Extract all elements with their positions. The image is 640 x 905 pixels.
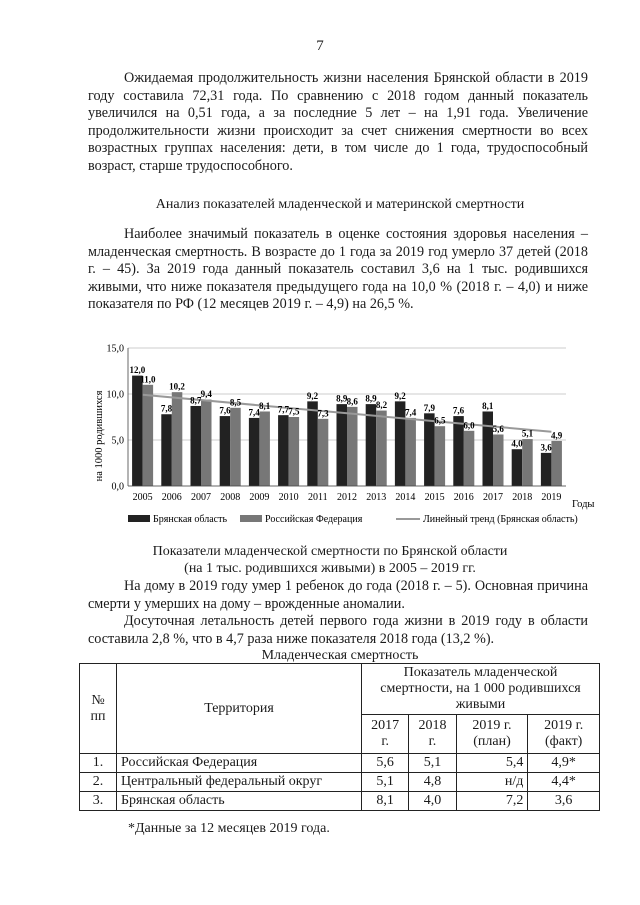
bar-bryansk: [453, 416, 464, 486]
x-tick-label: 2011: [307, 492, 328, 503]
bar-russia: [551, 441, 562, 486]
bar-bryansk: [307, 401, 318, 486]
row-value: 4,0: [409, 792, 456, 811]
x-tick-label: 2016: [453, 492, 474, 503]
x-tick-label: 2018: [512, 492, 533, 503]
row-value: 5,1: [409, 754, 456, 773]
data-label: 6,5: [434, 415, 446, 426]
x-tick-label: 2014: [395, 492, 416, 503]
data-label: 5,6: [492, 423, 504, 434]
bar-bryansk: [190, 406, 201, 486]
row-num: 1.: [80, 754, 117, 773]
bar-russia: [376, 411, 387, 486]
x-tick-label: 2007: [191, 492, 211, 503]
data-label: 8,1: [482, 400, 494, 411]
bar-russia: [493, 434, 504, 486]
y-tick-label: 5,0: [111, 435, 124, 447]
bar-bryansk: [132, 376, 143, 486]
bar-russia: [318, 419, 329, 486]
row-value: н/д: [456, 773, 528, 792]
legend-label-bryansk: Брянская область: [153, 514, 228, 525]
bar-bryansk: [395, 401, 406, 486]
table-title: Младенческая смертность: [261, 648, 419, 663]
data-label: 8,2: [375, 400, 388, 411]
data-label: 8,6: [346, 396, 358, 407]
row-value: 5,1: [362, 773, 409, 792]
bar-russia: [143, 385, 154, 486]
header-year-2019-plan: 2019 г. (план): [456, 715, 528, 754]
chart-y-axis-label: на 1000 родившихся: [94, 390, 105, 482]
data-label: 3,6: [540, 442, 552, 453]
chart-caption-line1: Показатели младенческой смертности по Брянской области: [152, 544, 508, 559]
data-label: 7,7: [277, 404, 289, 415]
chart-y-axis: [107, 344, 129, 493]
data-label: 8,1: [259, 400, 271, 411]
bar-russia: [435, 426, 446, 486]
x-tick-label: 2006: [161, 492, 182, 503]
paragraph-life-expectancy: Ожидаемая продолжительность жизни населения Брянской области в 2019 году составила 72,31 года. По сравнению с 2018 годом данный показатель увеличился на 0,51 года, а за последние 5 лет – на 1,91 года. Увеличение продолжительности жизни происходит за счет снижения смертности во всех возрастных группах населения: дети, в том числе до 1 года, трудоспособный возраст, старше трудоспособного.: [88, 70, 588, 174]
header-year-2019-fact: 2019 г. (факт): [528, 715, 600, 754]
row-territory: Центральный федеральный округ: [117, 773, 362, 792]
infant-mortality-chart: [88, 340, 598, 530]
row-territory: Российская Федерация: [117, 754, 362, 773]
table-row: [80, 773, 600, 792]
chart-legend: [128, 514, 578, 525]
bar-bryansk: [424, 413, 435, 486]
data-label: 5,1: [521, 428, 534, 439]
header-territory: Территория: [117, 664, 362, 754]
legend-swatch-bryansk: [128, 515, 150, 522]
header-year-2018: 2018 г.: [409, 715, 456, 754]
table-row: [80, 792, 600, 811]
table-row: [80, 754, 600, 773]
x-tick-label: 2010: [278, 492, 299, 503]
data-label: 4,9: [551, 430, 563, 441]
row-num: 3.: [80, 792, 117, 811]
bar-bryansk: [336, 404, 347, 486]
legend-swatch-russia: [240, 515, 262, 522]
data-label: 8,7: [190, 395, 202, 406]
row-value: 5,6: [362, 754, 409, 773]
bar-russia: [405, 418, 416, 486]
data-label: 9,2: [306, 390, 319, 401]
bar-russia: [464, 431, 475, 486]
table-footnote: *Данные за 12 месяцев 2019 года.: [128, 821, 330, 836]
page-number: 7: [316, 38, 324, 54]
y-tick-label: 0,0: [111, 481, 124, 493]
paragraph-infant-mortality: Наиболее значимый показатель в оценке состояния здоровья населения – младенческая смертность. В возрасте до 1 года за 2019 год умерло 37 детей (2018 г. – 45). За 2019 года данный показатель составил 3,6 на 1 тыс. родившихся живыми, что ниже показателя предыдущего года на 10,0 % (2018 г. – 4,0) и ниже показателя по РФ (12 месяцев 2019 г. – 4,9) на 26,5 %.: [88, 226, 588, 313]
paragraph-home-deaths: На дому в 2019 году умер 1 ребенок до года (2018 г. – 5). Основная причина смерти у умерших на дому – врожденные аномалии.: [88, 578, 588, 612]
data-label: 7,9: [423, 402, 435, 413]
legend-label-trend: Линейный тренд (Брянская область): [423, 514, 578, 525]
x-tick-label: 2013: [366, 492, 387, 503]
row-value: 4,8: [409, 773, 456, 792]
bar-russia: [201, 400, 212, 486]
bar-russia: [289, 417, 300, 486]
data-label: 7,8: [160, 403, 173, 414]
data-label: 9,4: [200, 389, 212, 400]
header-indicator: Показатель младенческой смертности, на 1 000 родившихся живыми: [362, 664, 600, 715]
row-num: 2.: [80, 773, 117, 792]
data-label: 7,4: [248, 407, 260, 418]
bar-bryansk: [161, 414, 172, 486]
x-tick-label: 2012: [337, 492, 357, 503]
data-label: 7,3: [317, 408, 329, 419]
legend-label-russia: Российская Федерация: [265, 514, 363, 525]
data-label: 11,0: [140, 374, 156, 385]
header-year-2017: 2017 г.: [362, 715, 409, 754]
bar-russia: [230, 408, 241, 486]
header-num: № пп: [80, 664, 117, 754]
x-tick-label: 2017: [483, 492, 503, 503]
bar-russia: [522, 439, 533, 486]
table-header-row: [80, 664, 600, 715]
bar-russia: [172, 392, 183, 486]
bar-russia: [259, 411, 270, 486]
chart-x-axis-label: Годы: [572, 499, 595, 510]
bar-russia: [347, 407, 358, 486]
row-value: 4,4*: [528, 773, 600, 792]
y-tick-label: 10,0: [106, 389, 124, 401]
data-label: 7,6: [219, 405, 231, 416]
data-label: 8,9: [365, 393, 377, 404]
data-label: 8,9: [336, 393, 348, 404]
data-label: 6,0: [463, 420, 475, 431]
data-label: 7,4: [405, 407, 417, 418]
section-heading: Анализ показателей младенческой и материнской смертности: [155, 197, 525, 212]
bar-bryansk: [482, 411, 493, 486]
x-tick-label: 2019: [541, 492, 562, 503]
row-value: 3,6: [528, 792, 600, 811]
x-tick-label: 2005: [132, 492, 153, 503]
row-value: 4,9*: [528, 754, 600, 773]
bar-bryansk: [249, 418, 260, 486]
bar-bryansk: [220, 416, 231, 486]
row-territory: Брянская область: [117, 792, 362, 811]
data-label: 12,0: [129, 365, 146, 376]
y-tick-label: 15,0: [106, 343, 124, 355]
x-tick-label: 2008: [220, 492, 241, 503]
bar-bryansk: [278, 415, 289, 486]
row-value: 7,2: [456, 792, 528, 811]
x-tick-label: 2009: [249, 492, 270, 503]
infant-mortality-table: [79, 663, 600, 811]
data-label: 9,2: [394, 390, 406, 401]
paragraph-lethality: Досуточная летальность детей первого года жизни в 2019 году в области составила 2,8 %, что в 4,7 раза ниже показателя 2018 года (13,2 %).: [88, 613, 588, 647]
chart-caption-line2: (на 1 тыс. родившихся живыми) в 2005 – 2019 гг.: [184, 561, 476, 576]
data-label: 8,5: [229, 397, 242, 408]
bar-bryansk: [512, 449, 523, 486]
x-tick-label: 2015: [424, 492, 445, 503]
row-value: 5,4: [456, 754, 528, 773]
bar-bryansk: [541, 453, 552, 486]
row-value: 8,1: [362, 792, 409, 811]
data-label: 10,2: [169, 381, 185, 392]
data-label: 7,5: [288, 406, 300, 417]
data-label: 7,6: [452, 405, 465, 416]
data-label: 4,0: [511, 438, 523, 449]
chart-x-axis: [128, 486, 566, 503]
